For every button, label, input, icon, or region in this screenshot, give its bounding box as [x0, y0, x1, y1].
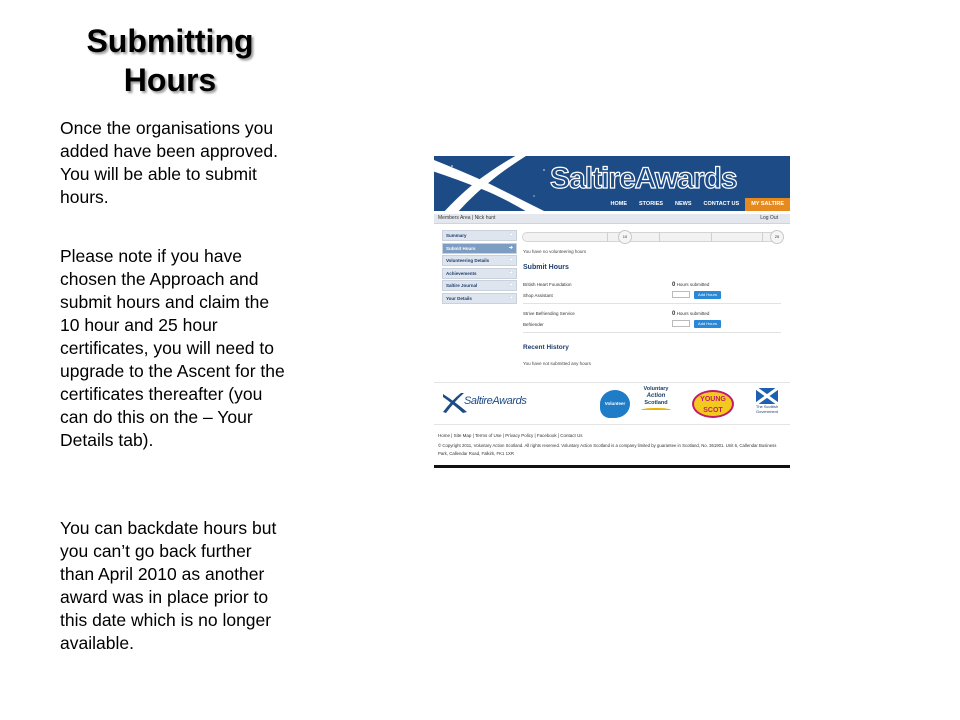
- vas-line-3: Scotland: [644, 400, 668, 406]
- member-sidebar: [442, 230, 517, 305]
- arrow-right-icon: ➜: [508, 294, 513, 301]
- saltire-logo-text: SaltireAwards: [464, 395, 527, 407]
- nav-stories[interactable]: STORIES: [638, 201, 664, 207]
- gov-line-2: Government: [755, 408, 778, 414]
- nav-my-saltire[interactable]: MY SALTIRE: [745, 198, 790, 211]
- hours-progress-bar: [522, 230, 786, 244]
- arrow-right-icon: ➜: [508, 269, 513, 276]
- saltire-flag-icon: [756, 388, 778, 404]
- nav-home[interactable]: HOME: [610, 201, 627, 207]
- sidebar-item-label: Achievements: [446, 270, 477, 276]
- sidebar-item-label: Submit Hours: [446, 245, 476, 251]
- nav-news[interactable]: NEWS: [675, 201, 692, 207]
- progress-tick: [711, 232, 712, 242]
- sidebar-item-label: Summary: [446, 233, 467, 238]
- paragraph-backdate: You can backdate hours but you can’t go back further than April 2010 as another award was in place prior to this date which is no longer available.: [60, 518, 277, 653]
- title-line-2: Hours: [123, 62, 217, 98]
- no-hours-text: You have not submitted any hours: [523, 361, 591, 366]
- sidebar-item-label: Saltire Journal: [446, 283, 478, 288]
- sidebar-item-label: Your Details: [446, 295, 472, 301]
- arrow-right-icon: ➜: [508, 257, 513, 263]
- members-bar: [434, 214, 790, 224]
- hours-count: 0: [672, 282, 676, 288]
- arrow-right-icon: ➜: [508, 232, 513, 238]
- divider: [523, 332, 781, 333]
- logout-link[interactable]: Log Out: [760, 215, 778, 221]
- organisation-role: Shop Assistant: [523, 293, 553, 298]
- site-banner: [434, 156, 790, 211]
- copyright-text: © Copyright 2011, Voluntary Action Scotland. All rights reserved. Voluntary Action Scotland is a company limited by guarantee in Scotland, No. 361901. Unit 6, Callendar Business Park, Callendar Road, Falkirk, FK1 1XR: [438, 443, 777, 456]
- sidebar-item-volunteering-details[interactable]: [442, 255, 517, 266]
- page-title: [60, 22, 280, 100]
- sidebar-item-submit-hours[interactable]: [442, 243, 517, 254]
- sidebar-item-your-details[interactable]: [442, 293, 517, 304]
- progress-tick: [762, 232, 763, 242]
- site-nav: [604, 198, 790, 211]
- progress-tick: [659, 232, 660, 242]
- progress-tick: [607, 232, 608, 242]
- vas-arc-icon: [641, 408, 671, 412]
- members-area-user: Members Area | Nick hunt: [438, 215, 496, 221]
- scottish-government-logo: [751, 388, 783, 414]
- voluntary-action-scotland-logo: [638, 386, 674, 412]
- young-scot-line-1: YOUNG: [700, 396, 726, 403]
- organisation-name: British Heart Foundation: [523, 282, 572, 287]
- organisation-name: Strive Befriending Service: [523, 311, 575, 316]
- volunteer-logo: Volunteer: [600, 390, 630, 418]
- hours-count: 0: [672, 311, 676, 317]
- hours-input[interactable]: [672, 291, 690, 298]
- submit-hours-heading: Submit Hours: [523, 264, 569, 271]
- sidebar-item-achievements[interactable]: [442, 268, 517, 279]
- milestone-10: 10: [618, 230, 632, 244]
- recent-history-heading: Recent History: [523, 344, 569, 351]
- young-scot-line-2: SCOT: [703, 407, 723, 414]
- sidebar-item-saltire-journal[interactable]: [442, 280, 517, 291]
- organisation-role: Befriender: [523, 322, 544, 327]
- add-hours-button[interactable]: Add Hours: [694, 320, 721, 328]
- paragraph-approach-note: Please note if you have chosen the Approach and submit hours and claim the 10 hour and 25 hour certificates, you will need to upgrade to the Ascent for the certificates thereafter (you can do this on the – Your Details tab).: [60, 246, 285, 450]
- screenshot-border: [434, 465, 790, 468]
- paragraph-approved: Once the organisations you added have been approved. You will be able to submit hours.: [60, 118, 278, 207]
- hours-label: Hours submitted: [676, 311, 710, 316]
- vas-line-2: Action: [646, 393, 666, 399]
- partner-logos: [434, 382, 790, 425]
- gov-line-1: The Scottish: [755, 404, 779, 409]
- saltire-cross-icon: [434, 156, 564, 211]
- hours-submitted: [672, 311, 709, 317]
- sidebar-item-label: Volunteering Details: [446, 258, 490, 263]
- add-hours-button[interactable]: Add Hours: [694, 291, 721, 299]
- vas-line-1: Voluntary: [643, 386, 669, 392]
- young-scot-logo: [692, 390, 734, 418]
- divider: [523, 303, 781, 304]
- footer-links[interactable]: Home | Site Map | Terms of Use | Privacy Policy | Facebook | Contact Us: [438, 433, 583, 438]
- progress-track: [522, 232, 778, 242]
- milestone-25: 25: [770, 230, 784, 244]
- nav-contact-us[interactable]: CONTACT US: [703, 201, 740, 207]
- website-screenshot: [434, 156, 790, 468]
- sidebar-item-summary[interactable]: [442, 230, 517, 241]
- arrow-right-icon: ➜: [508, 244, 513, 251]
- title-line-1: Submitting: [86, 23, 254, 59]
- no-volunteering-text: You have no volunteering hours: [523, 249, 587, 254]
- arrow-right-icon: ➜: [508, 282, 513, 288]
- site-logo: SaltireAwards: [550, 162, 737, 195]
- hours-submitted: [672, 282, 709, 288]
- hours-input[interactable]: [672, 320, 690, 327]
- hours-label: Hours submitted: [676, 282, 710, 287]
